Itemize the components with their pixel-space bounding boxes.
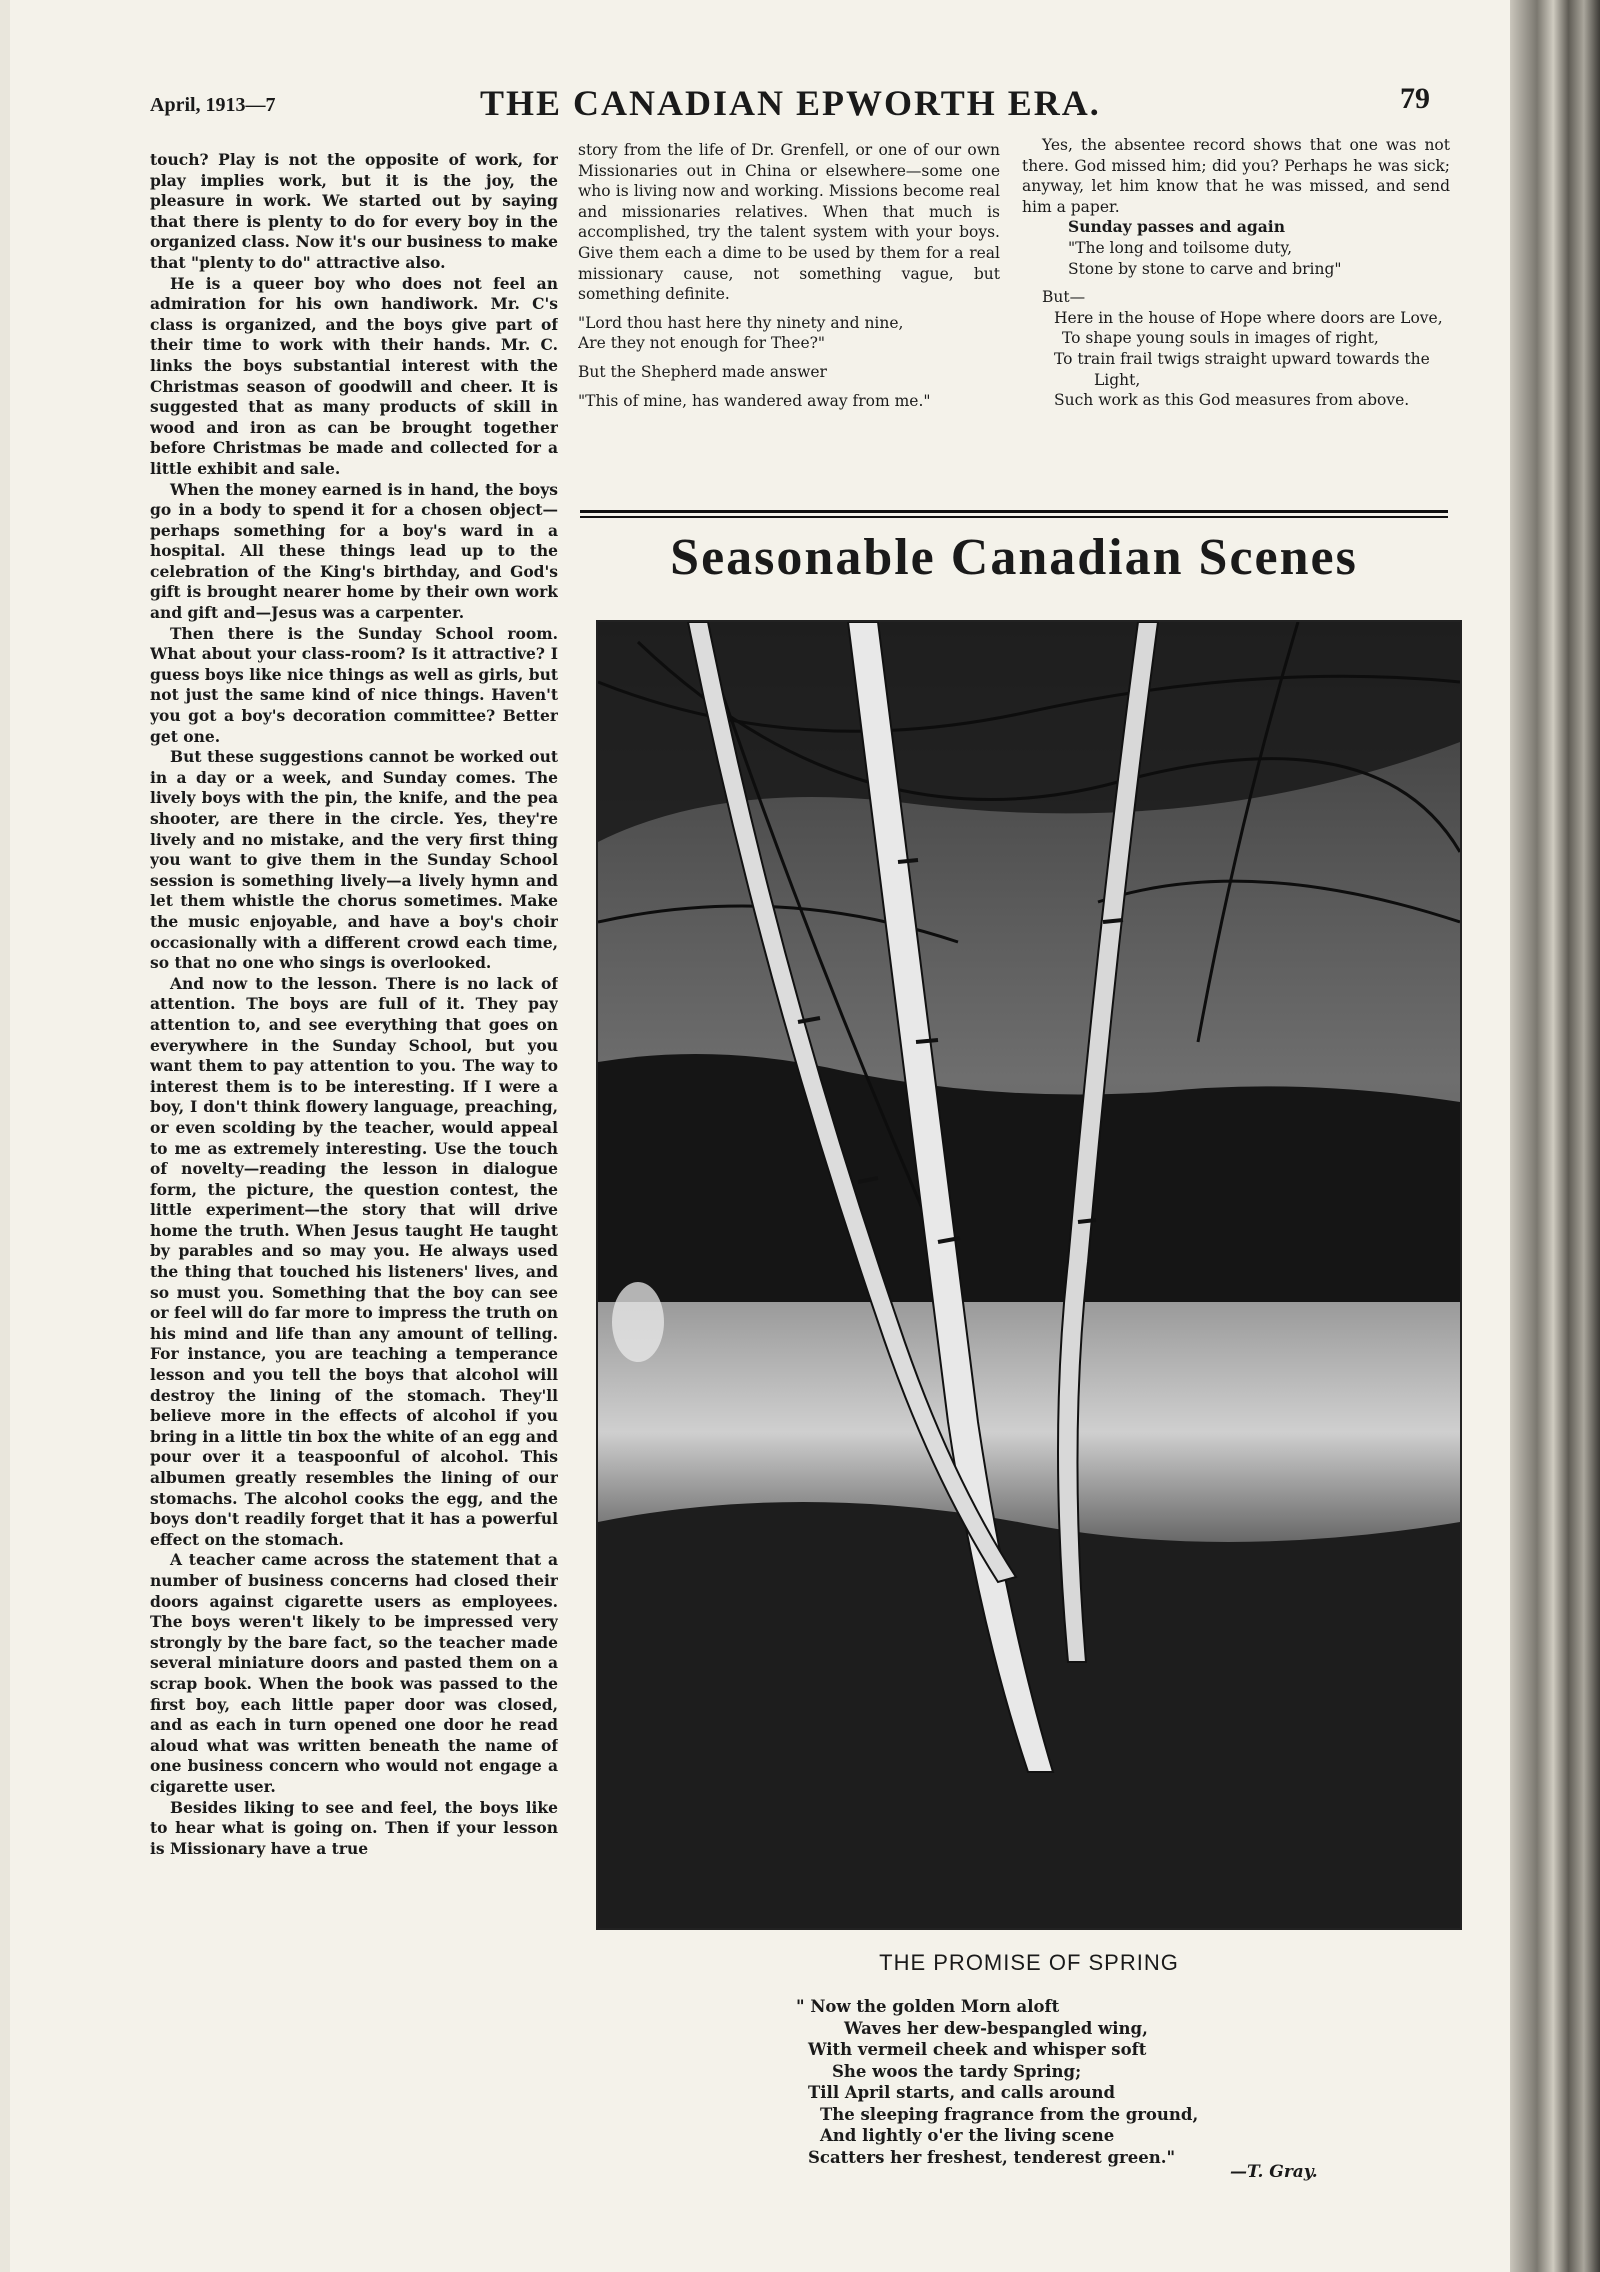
section-divider [580,510,1448,518]
quote-line-1: "Lord thou hast here thy ninety and nine, [578,313,904,332]
poem [796,1996,1356,2168]
article-column-3 [1022,135,1450,505]
verse-line: To shape young souls in images of right, [1062,329,1379,348]
article-column-1 [150,150,558,2170]
verse-line: To train frail twigs straight upward towards the Light, [1054,349,1430,389]
poem-line: Waves her dew-bespangled wing, [844,2018,1148,2038]
running-head [150,82,1430,122]
verse-line: Such work as this God measures from above. [1054,391,1410,410]
quote-line [578,313,1000,354]
paragraph: He is a queer boy who does not feel an admiration for his own handiwork. Mr. C's class is organized, and the boys give part of their time to work with their hands. Mr. C. links the boys substantial interest with the Christmas season of goodwill and cheer. It is suggested that as many products of skill in wood and iron as can be brought together before Christmas be made and collected for a little exhibit and sale. [150,273,558,478]
paragraph: When the money earned is in hand, the boys go in a body to spend it for a chosen object—perhaps something for a boy's ward in a hospital. All these things lead up to the celebration of the King's birthday, and God's gift is brought nearer home by their own work and gift and—Jesus was a carpenter. [150,479,558,623]
magazine-title: THE CANADIAN EPWORTH ERA. [480,83,1101,123]
paragraph: And now to the lesson. There is no lack of attention. The boys are full of it. They pay attention to, and see everything that goes on everywhere in the Sunday School, but you want them to pay attention to you. The way to interest them is to be interesting. If I were a boy, I don't think flowery language, preaching, or even scolding by the teacher, would appeal to me as extremely interesting. Use the touch of novelty—reading the lesson in dialogue form, the picture, the question contest, the little experiment—the story that will drive home the truth. When Jesus taught He taught by parables and so may you. He always used the thing that touched his listeners' lives, and so must you. Something that the boy can see or feel will do far more to impress the truth on his mind and life than any amount of telling. For instance, you are teaching a temperance lesson and you tell the boys that alcohol will destroy the lining of the stomach. They'll believe more in the effects of alcohol if you bring in a little tin box the white of an egg and pour over it a teaspoonful of alcohol. This albumen greatly resembles the lining of our stomachs. The alcohol cooks the egg, and the boys don't readily forget that it has a powerful effect on the stomach. [150,973,558,1549]
poem-line: She woos the tardy Spring; [832,2061,1082,2081]
poem-attribution: —T. Gray. [1230,2162,1318,2182]
book-binding-edge [1510,0,1600,2272]
paragraph: A teacher came across the statement that a number of business concerns had closed their doors against cigarette users as employees. The boys weren't likely to be impressed very strongly by the bare fact, so the teacher made several miniature doors and pasted them on a scrap book. When the book was passed to the first boy, each little paper door was closed, and as each in turn opened one door he read aloud what was written beneath the name of one business concern who would not engage a cigarette user. [150,1550,558,1796]
birch-lake-photograph [596,620,1462,1930]
verse-line: But— [1042,288,1086,307]
paragraph: Then there is the Sunday School room. What about your class-room? Is it attractive? I guess boys like nice things as well as girls, but not just the same kind of nice things. Haven't you got a boy's decoration committee? Better get one. [150,623,558,746]
verse-line: "The long and toilsome duty, [1068,238,1293,257]
paragraph: Yes, the absentee record shows that one was not there. God missed him; did you? Perhaps he was sick; anyway, let him know that he was missed, and send him a paper. [1022,136,1450,216]
verse-line: Stone by stone to carve and bring" [1068,259,1342,278]
verse-line: Sunday passes and again [1068,217,1285,237]
poem-line: With vermeil cheek and whisper soft [808,2040,1147,2059]
quote-line: "This of mine, has wandered away from me." [578,391,931,410]
photo-illustration [598,622,1460,1928]
paragraph: touch? Play is not the opposite of work, for play implies work, but it is the joy, the pleasure in work. We started out by saying that there is plenty to do for every boy in the organized class. Now it's our business to make that "plenty to do" attractive also. [150,150,558,272]
page-number: 79 [1400,82,1430,115]
answer-line: But the Shepherd made answer [578,362,827,381]
poem-line: " Now the golden Morn aloft [796,1997,1060,2016]
poem-line: And lightly o'er the living scene [820,2126,1115,2145]
quote-line-2: Are they not enough for Thee?" [578,334,826,353]
verse-line: Here in the house of Hope where doors are Love, [1054,308,1443,327]
poem-line: Till April starts, and calls around [808,2083,1116,2102]
paragraph: But these suggestions cannot be worked out in a day or a week, and Sunday comes. The lively boys with the pin, the knife, and the pea shooter, are there in the circle. Yes, they're lively and no mistake, and the very first thing you want to give them in the Sunday School session is something lively—a lively hymn and let them whistle the chorus sometimes. Make the music enjoyable, and have a boy's choir occasionally with a different crowd each time, so that no one who sings is overlooked. [150,747,558,973]
poem-line: The sleeping fragrance from the ground, [820,2104,1199,2124]
poem-line: Scatters her freshest, tenderest green." [808,2147,1176,2167]
issue-date: April, 1913—7 [150,94,276,116]
photo-caption: THE PROMISE OF SPRING [879,1950,1179,1975]
paragraph: Besides liking to see and feel, the boys like to hear what is going on. Then if your lesson is Missionary have a true [150,1797,558,1858]
article-column-2 [578,140,1000,500]
feature-headline: Seasonable Canadian Scenes [670,529,1358,586]
paragraph: story from the life of Dr. Grenfell, or one of our own Missionaries out in China or elsewhere—some one who is living now and working. Missions become real and missionaries relatives. When that much is accomplished, try the talent system with your boys. Give them each a dime to be used by them for a real missionary cause, not something vague, but something definite. [578,141,1000,304]
